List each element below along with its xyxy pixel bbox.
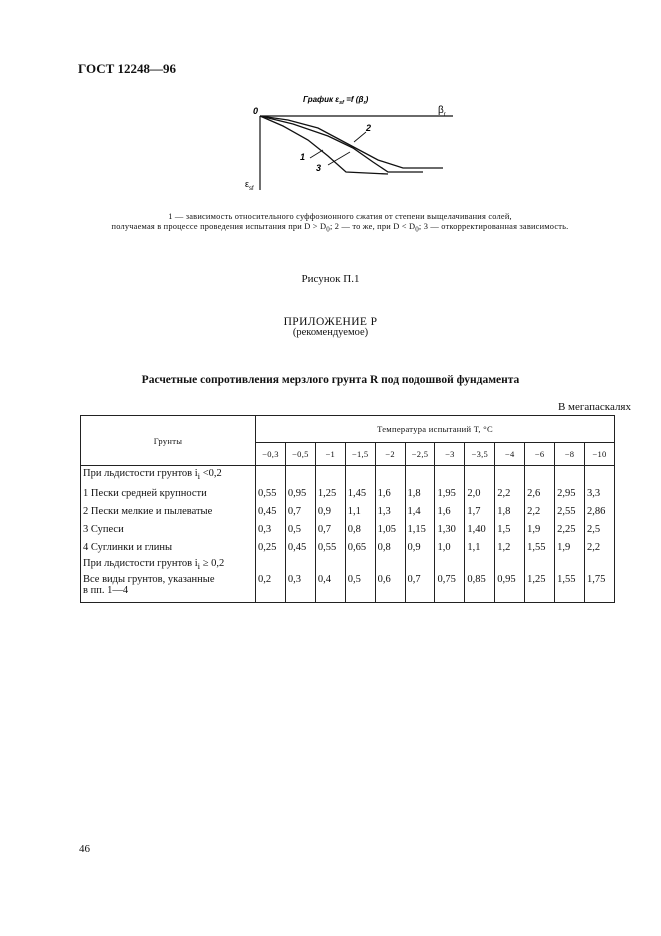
- cell: 0,65: [345, 538, 375, 556]
- curve-3: [260, 116, 423, 172]
- curve-2: [260, 116, 443, 168]
- temp-col: −6: [525, 443, 555, 466]
- group-row-high-ice: [81, 556, 615, 574]
- cell: 1,7: [465, 502, 495, 520]
- cell: 1,9: [555, 538, 585, 556]
- temp-col: −10: [584, 443, 614, 466]
- row-label: Все виды грунтов, указанные в пп. 1—4: [81, 574, 256, 603]
- table-row: [81, 574, 615, 603]
- temp-col: −4: [495, 443, 525, 466]
- figure-caption-line2: получаемая в процессе проведения испытания при $D > D_0$; 2 — то же, при $D < D_0$; 3 — откорректированная зависимость.: [111, 222, 569, 234]
- cell: 0,95: [495, 574, 525, 603]
- cell: 2,2: [495, 484, 525, 502]
- group1-label: При льдистости грунтов $i_i <0,2$: [81, 466, 256, 485]
- temp-col: −2,5: [405, 443, 435, 466]
- cell: 0,8: [375, 538, 405, 556]
- cell: 2,6: [525, 484, 555, 502]
- cell: 2,55: [555, 502, 585, 520]
- cell: 1,1: [345, 502, 375, 520]
- cell: 3,3: [584, 484, 614, 502]
- cell: 2,2: [525, 502, 555, 520]
- cell: 1,9: [525, 520, 555, 538]
- cell: 0,9: [405, 538, 435, 556]
- soil-header: Грунты: [81, 416, 256, 466]
- origin-label: 0: [253, 106, 259, 116]
- cell: 1,3: [375, 502, 405, 520]
- cell: 0,3: [285, 574, 315, 603]
- temp-col: −0,3: [256, 443, 286, 466]
- cell: 1,95: [435, 484, 465, 502]
- table-row: [81, 538, 615, 556]
- cell: 1,25: [525, 574, 555, 603]
- temp-col: −2: [375, 443, 405, 466]
- temp-col: −3,5: [465, 443, 495, 466]
- cell: 0,45: [285, 538, 315, 556]
- resistance-table: [80, 415, 615, 603]
- cell: 2,25: [555, 520, 585, 538]
- y-axis-label: $\varepsilon_{sf}$: [245, 179, 254, 192]
- row-label: 1 Пески средней крупности: [81, 484, 256, 502]
- cell: 0,7: [405, 574, 435, 603]
- figure-graph: [238, 92, 468, 192]
- cell: 0,55: [256, 484, 286, 502]
- graph-title: График $\varepsilon_{sf} =f$ $(\beta_r)$: [303, 95, 369, 106]
- table-row: [81, 502, 615, 520]
- temp-col: −8: [555, 443, 585, 466]
- cell: 2,95: [555, 484, 585, 502]
- cell: 1,25: [315, 484, 345, 502]
- table-title: Расчетные сопротивления мерзлого грунта R под подошвой фундамента: [141, 374, 520, 386]
- cell: 2,86: [584, 502, 614, 520]
- temp-col: −1: [315, 443, 345, 466]
- figure-caption-line1: 1 — зависимость относительного суффозионного сжатия от степени выщелачивания солей,: [168, 212, 512, 221]
- cell: 2,2: [584, 538, 614, 556]
- cell: 1,75: [584, 574, 614, 603]
- cell: 0,45: [256, 502, 286, 520]
- cell: 1,1: [465, 538, 495, 556]
- cell: 1,55: [525, 538, 555, 556]
- leader-1: [310, 150, 323, 158]
- cell: 2,5: [584, 520, 614, 538]
- table-unit: В мегапаскалях: [557, 401, 631, 413]
- row-label: 4 Суглинки и глины: [81, 538, 256, 556]
- cell: 1,5: [495, 520, 525, 538]
- curve-2-label: 2: [366, 123, 372, 133]
- cell: 1,6: [435, 502, 465, 520]
- cell: 1,15: [405, 520, 435, 538]
- cell: 0,4: [315, 574, 345, 603]
- cell: 0,8: [345, 520, 375, 538]
- cell: 1,2: [495, 538, 525, 556]
- cell: 1,30: [435, 520, 465, 538]
- temp-col: −1,5: [345, 443, 375, 466]
- cell: 1,45: [345, 484, 375, 502]
- page-number: 46: [79, 843, 90, 855]
- cell: 2,0: [465, 484, 495, 502]
- cell: 0,9: [315, 502, 345, 520]
- cell: 1,0: [435, 538, 465, 556]
- cell: 1,8: [405, 484, 435, 502]
- table-row: [81, 484, 615, 502]
- cell: 0,85: [465, 574, 495, 603]
- cell: 0,6: [375, 574, 405, 603]
- appendix-subtitle: (рекомендуемое): [292, 327, 369, 338]
- row-label: 2 Пески мелкие и пылеватые: [81, 502, 256, 520]
- temperature-header: Температура испытаний Т, °С: [256, 416, 615, 443]
- curve-1-label: 1: [300, 152, 306, 162]
- curve-3-label: 3: [316, 163, 322, 173]
- cell: 1,6: [375, 484, 405, 502]
- cell: 0,75: [435, 574, 465, 603]
- cell: 0,95: [285, 484, 315, 502]
- row-label: 3 Супеси: [81, 520, 256, 538]
- cell: 0,55: [315, 538, 345, 556]
- cell: 0,7: [285, 502, 315, 520]
- cell: 0,3: [256, 520, 286, 538]
- table-row: [81, 520, 615, 538]
- cell: 1,40: [465, 520, 495, 538]
- standard-header: ГОСТ 12248—96: [78, 61, 177, 76]
- leader-2: [354, 132, 366, 142]
- appendix-title: ПРИЛОЖЕНИЕ Р: [283, 316, 378, 328]
- group2-label: При льдистости грунтов $i_i \ge 0,2$: [81, 556, 256, 574]
- temp-col: −0,5: [285, 443, 315, 466]
- cell: 1,4: [405, 502, 435, 520]
- x-axis-label: $\beta_r$: [438, 105, 446, 118]
- cell: 0,7: [315, 520, 345, 538]
- cell: 1,05: [375, 520, 405, 538]
- figure-title: Рисунок П.1: [301, 273, 360, 285]
- group-row-low-ice: [81, 466, 615, 485]
- cell: 1,8: [495, 502, 525, 520]
- cell: 0,2: [256, 574, 286, 603]
- cell: 1,55: [555, 574, 585, 603]
- cell: 0,5: [345, 574, 375, 603]
- cell: 0,25: [256, 538, 286, 556]
- cell: 0,5: [285, 520, 315, 538]
- temp-col: −3: [435, 443, 465, 466]
